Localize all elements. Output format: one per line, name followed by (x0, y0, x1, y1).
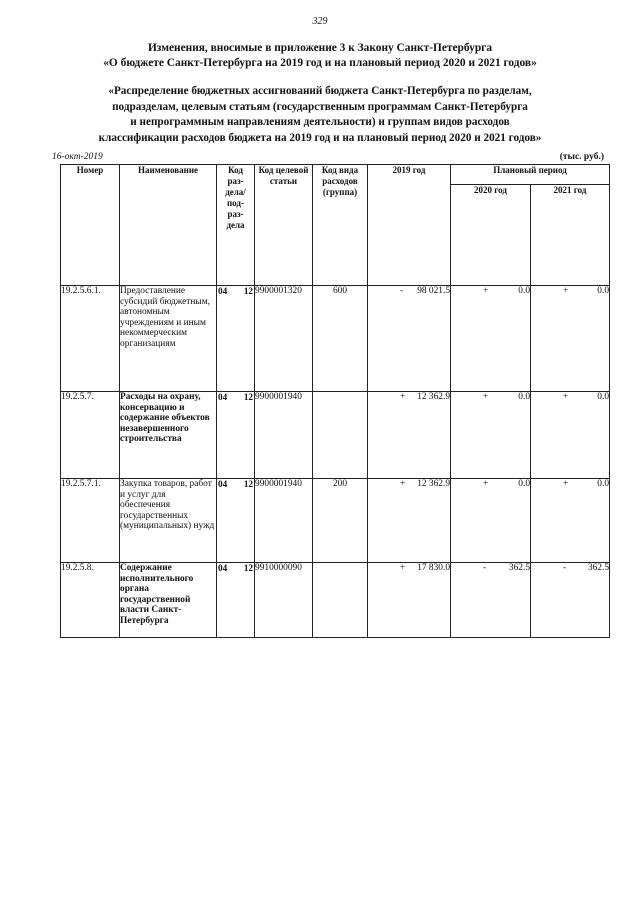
row-target-code: 9900001940 (255, 479, 313, 563)
section-code: 04 (218, 563, 228, 573)
column-header-name: Наименование (120, 165, 217, 286)
amount-value: 0.0 (597, 392, 609, 402)
table-row (61, 479, 610, 563)
amount-sign: + (400, 563, 406, 573)
amount-value: 12 362.9 (417, 392, 450, 402)
amount-sign: + (483, 479, 489, 489)
row-section-code (217, 392, 255, 479)
amount-value: 0.0 (518, 286, 530, 296)
row-section-code (217, 563, 255, 638)
amount-value: 362.5 (587, 563, 609, 573)
subtitle-line-3: и непрограммным направлениям деятельности) и группам видов расходов (130, 116, 510, 128)
row-number: 19.2.5.7. (61, 392, 120, 479)
row-section-code (217, 286, 255, 392)
row-expense-type (313, 392, 368, 479)
amount-sign: + (400, 392, 406, 402)
row-target-code: 9910000090 (255, 563, 313, 638)
row-expense-type: 600 (313, 286, 368, 392)
column-header-section-line: Код (228, 165, 243, 175)
row-name: Содержание исполнительного органа государственной власти Санкт-Петербурга (120, 563, 217, 638)
table-row (61, 563, 610, 638)
column-header-section-line: дела/ (225, 187, 246, 197)
column-header-section-line: дела (226, 220, 245, 230)
page-number: 329 (312, 16, 328, 27)
amount-value: 98 021.5 (417, 286, 450, 296)
row-amount-2020 (451, 286, 531, 392)
row-amount-2021 (531, 563, 610, 638)
title-line-1: Изменения, вносимые в приложение 3 к Закону Санкт-Петербурга (147, 42, 493, 54)
subtitle-line-4: классификации расходов бюджета на 2019 год и на плановый период 2020 и 2021 годов» (98, 131, 542, 144)
column-header-section-line: под- (227, 198, 244, 208)
appendix-subtitle (0, 84, 640, 146)
row-target-code: 9900001940 (255, 392, 313, 479)
subsection-code: 12 (243, 286, 253, 296)
amount-sign: + (563, 479, 569, 489)
row-amount-2019 (368, 563, 451, 638)
subsection-code: 12 (243, 479, 253, 489)
amount-value: 0.0 (518, 479, 530, 489)
row-expense-type (313, 563, 368, 638)
row-amount-2019 (368, 479, 451, 563)
column-header-number: Номер (61, 165, 120, 286)
amount-sign: + (563, 392, 569, 402)
column-header-section (217, 165, 255, 286)
row-name: Расходы на охрану, консервацию и содержание объектов незавершенного строительства (120, 392, 217, 479)
budget-table (60, 164, 610, 638)
subtitle-line-1: «Распределение бюджетных ассигнований бюджета Санкт-Петербурга по разделам, (108, 85, 532, 97)
row-number: 19.2.5.8. (61, 563, 120, 638)
row-amount-2019 (368, 392, 451, 479)
units-label: (тыс. руб.) (559, 152, 604, 162)
amount-value: 362.5 (508, 563, 530, 573)
row-target-code: 9900001320 (255, 286, 313, 392)
row-name: Закупка товаров, работ и услуг для обеспечения государственных (муниципальных) нужд (120, 479, 217, 563)
row-name: Предоставление субсидий бюджетным, автономным учреждениям и иным некоммерческим организациям (120, 286, 217, 392)
column-header-section-line: раз- (227, 176, 244, 186)
section-code: 04 (218, 286, 228, 296)
amount-sign: + (400, 479, 406, 489)
column-header-expense-type: Код вида расходов (группа) (313, 165, 368, 286)
column-header-section-line: раз- (227, 209, 244, 219)
row-number: 19.2.5.7.1. (61, 479, 120, 563)
row-amount-2021 (531, 286, 610, 392)
amount-value: 17 830.0 (417, 563, 450, 573)
subtitle-line-2: подразделам, целевым статьям (государственным программам Санкт-Петербурга (112, 100, 528, 113)
amount-value: 12 362.9 (417, 479, 450, 489)
subsection-code: 12 (243, 392, 253, 402)
amount-value: 0.0 (597, 286, 609, 296)
amount-sign: - (563, 563, 567, 573)
document-title (0, 41, 640, 71)
table-header-row (61, 165, 610, 185)
column-header-2021: 2021 год (531, 185, 610, 286)
amount-sign: + (563, 286, 569, 296)
amount-sign: - (400, 286, 404, 296)
amount-sign: + (483, 392, 489, 402)
amount-sign: + (483, 286, 489, 296)
row-expense-type: 200 (313, 479, 368, 563)
column-header-target: Код целевой статьи (255, 165, 313, 286)
amount-value: 0.0 (518, 392, 530, 402)
document-date: 16-окт-2019 (52, 152, 103, 162)
section-code: 04 (218, 479, 228, 489)
amount-sign: - (483, 563, 487, 573)
amount-value: 0.0 (597, 479, 609, 489)
section-code: 04 (218, 392, 228, 402)
title-line-2: «О бюджете Санкт-Петербурга на 2019 год и на плановый период 2020 и 2021 годов» (103, 57, 537, 69)
row-amount-2020 (451, 392, 531, 479)
row-amount-2021 (531, 479, 610, 563)
row-amount-2020 (451, 479, 531, 563)
row-section-code (217, 479, 255, 563)
row-amount-2020 (451, 563, 531, 638)
column-header-2020: 2020 год (451, 185, 531, 286)
table-row (61, 286, 610, 392)
subsection-code: 12 (243, 563, 253, 573)
table-row (61, 392, 610, 479)
column-header-planned-period: Плановый период (451, 165, 610, 185)
row-number: 19.2.5.6.1. (61, 286, 120, 392)
row-amount-2021 (531, 392, 610, 479)
row-amount-2019 (368, 286, 451, 392)
column-header-2019: 2019 год (368, 165, 451, 286)
